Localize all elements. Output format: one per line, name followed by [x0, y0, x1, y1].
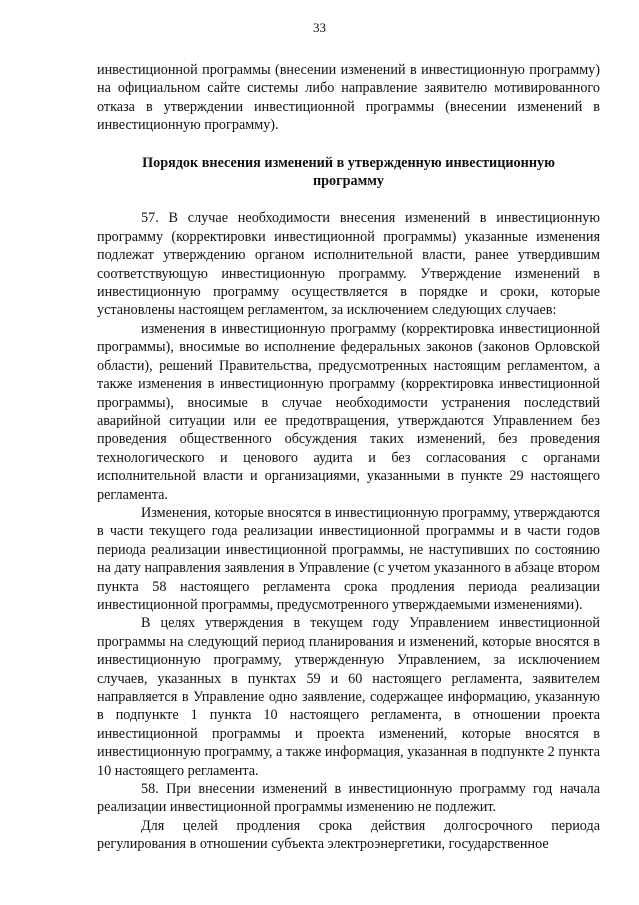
paragraph-57-changes: Изменения, которые вносятся в инвестиционную программу, утверждаются в части текущего года реализации инвестиционной программы и в части годов периода реализации инвестиционной программы, не наступивших по состоянию на дату направления заявления в Управление (с учетом указанного в абзаце втором пункта 58 настоящего регламента срока продления периода реализации инвестиционной программы, предусмотренного утверждаемыми изменениями).: [97, 504, 601, 613]
paragraph-57-exception: изменения в инвестиционную программу (корректировка инвестиционной программы), вносимые во исполнение федеральных законов (законов Орловской области), решений Правительства, предусмотренных настоящим регламентом, а также изменения в инвестиционную программу (корректировка инвестиционной программы), вносимые в случае необходимости устранения последствий аварийной ситуации или ее предотвращения, утверждаются Управлением без проведения общественного обсуждения таких изменений, без проведения технологического и ценового аудита и без согласования с органами исполнительной власти и организациями, указанными в пункте 29 настоящего регламента.: [97, 320, 600, 503]
paragraph-58-extension: Для целей продления срока действия долгосрочного периода регулирования в отношении субъекта электроэнергетики, государственное: [97, 817, 600, 853]
paragraph-continuation: инвестиционной программы (внесении изменений в инвестиционную программу) на официальном сайте системы либо направление заявителю мотивированного отказа в утверждении инвестиционной программы (внесении изменений в инвестиционную программу).: [97, 62, 600, 134]
document-body: [97, 61, 600, 854]
section-heading: Порядок внесения изменений в утвержденную инвестиционную программу: [142, 154, 555, 190]
paragraph-58: 58. При внесении изменений в инвестиционную программу год начала реализации инвестиционной программы изменению не подлежит.: [97, 781, 600, 816]
paragraph-57: 57. В случае необходимости внесения изменений в инвестиционную программу (корректировки инвестиционной программы) указанные изменения подлежат утверждению органом исполнительной власти, ранее утвердившим соответствующую инвестиционную программу. Утверждение изменений в инвестиционную программу осуществляется в порядке и сроки, которые установлены настоящем регламентом, за исключением следующих случаев:: [97, 210, 600, 319]
paragraph-57-application: В целях утверждения в текущем году Управлением инвестиционной программы на следующий период планирования и изменений, которые вносятся в инвестиционную программу, утвержденную Управлением, за исключением случаев, указанных в пунктах 59 и 60 настоящего регламента, заявителем направляется в Управление одно заявление, содержащее информацию, указанную в подпункте 1 пункта 10 настоящего регламента, в отношении проекта инвестиционной программы и проекта изменений, которые вносятся в инвестиционную программу, а также информация, указанная в подпункте 2 пункта 10 настоящего регламента.: [97, 615, 600, 779]
page-number: 33: [313, 20, 326, 35]
